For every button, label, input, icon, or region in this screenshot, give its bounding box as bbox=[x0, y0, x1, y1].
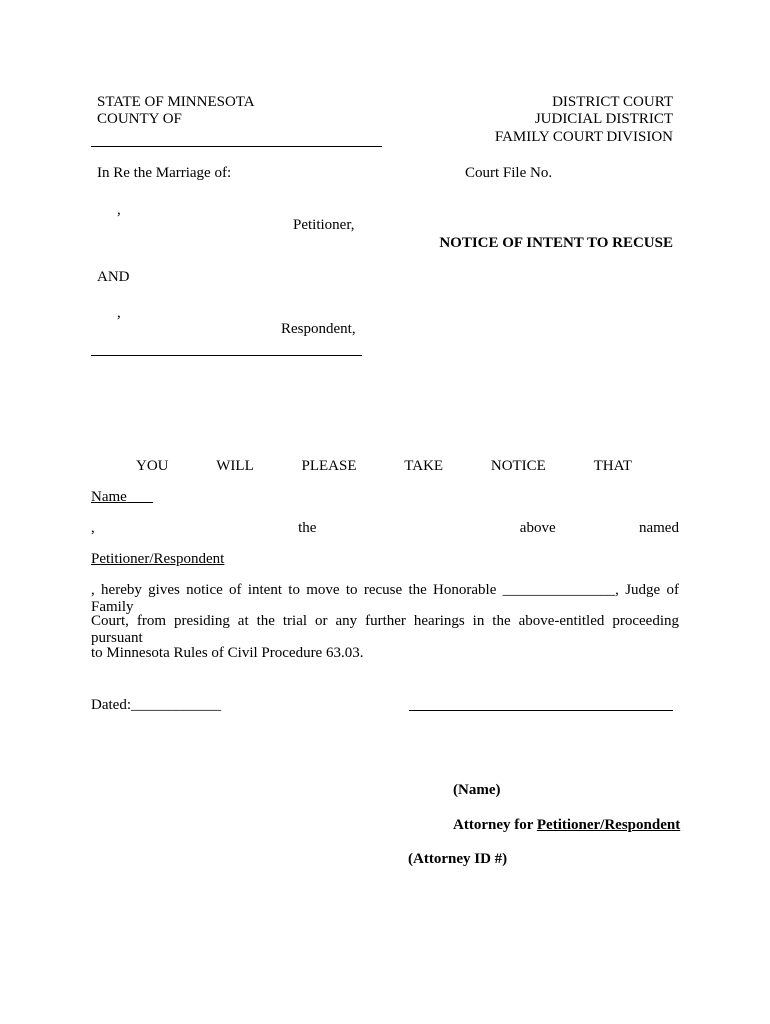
dated-label: Dated: bbox=[91, 697, 131, 713]
word: named bbox=[638, 520, 679, 536]
dated-field[interactable]: Dated:____________ bbox=[91, 697, 221, 713]
word: NOTICE bbox=[490, 458, 546, 474]
body-line-3: to Minnesota Rules of Civil Procedure 63.03. bbox=[91, 645, 364, 661]
caption-underline bbox=[91, 355, 362, 356]
attorney-id-label: (Attorney ID #) bbox=[408, 851, 508, 867]
court-label: DISTRICT COURT bbox=[552, 94, 673, 110]
and-label: AND bbox=[97, 269, 130, 285]
word: YOU bbox=[136, 458, 169, 474]
word: WILL bbox=[216, 458, 254, 474]
respondent-label: Respondent, bbox=[281, 321, 356, 337]
named-line bbox=[91, 520, 679, 537]
name-field-text: Name bbox=[91, 489, 127, 505]
body-line-2 bbox=[91, 613, 679, 647]
party-field[interactable]: Petitioner/Respondent bbox=[91, 551, 225, 567]
in-re-label: In Re the Marriage of: bbox=[97, 165, 232, 181]
signature-line[interactable] bbox=[409, 710, 673, 711]
document-title: NOTICE OF INTENT TO RECUSE bbox=[439, 235, 673, 251]
division-label: FAMILY COURT DIVISION bbox=[494, 129, 673, 145]
county-underline bbox=[91, 146, 382, 147]
word: TAKE bbox=[404, 458, 444, 474]
attorney-name-label: (Name) bbox=[453, 782, 501, 798]
body-line-1 bbox=[91, 582, 679, 616]
word: PLEASE bbox=[301, 458, 357, 474]
respondent-name-comma: , bbox=[117, 305, 121, 321]
attorney-party-field[interactable]: Petitioner/Respondent bbox=[536, 817, 681, 833]
word: the bbox=[298, 520, 317, 536]
attorney-for-line bbox=[453, 817, 680, 834]
notice-opening-line bbox=[136, 458, 632, 475]
body-line-1-text: , hereby gives notice of intent to move to recuse the Honorable _______________, Judge of Family bbox=[91, 582, 679, 615]
county-label: COUNTY OF bbox=[97, 111, 182, 127]
state-label: STATE OF MINNESOTA bbox=[97, 94, 255, 110]
attorney-for-label: Attorney for bbox=[453, 817, 534, 833]
word: above bbox=[519, 520, 556, 536]
petitioner-label: Petitioner, bbox=[293, 217, 355, 233]
word: THAT bbox=[593, 458, 632, 474]
body-line-2-text: Court, from presiding at the trial or any further hearings in the above-entitled proceeding pursuant bbox=[91, 613, 679, 646]
court-file-label: Court File No. bbox=[465, 165, 553, 181]
district-label: JUDICIAL DISTRICT bbox=[534, 111, 673, 127]
name-field[interactable] bbox=[91, 489, 153, 506]
petitioner-name-comma: , bbox=[117, 202, 121, 218]
word: , bbox=[91, 520, 95, 536]
